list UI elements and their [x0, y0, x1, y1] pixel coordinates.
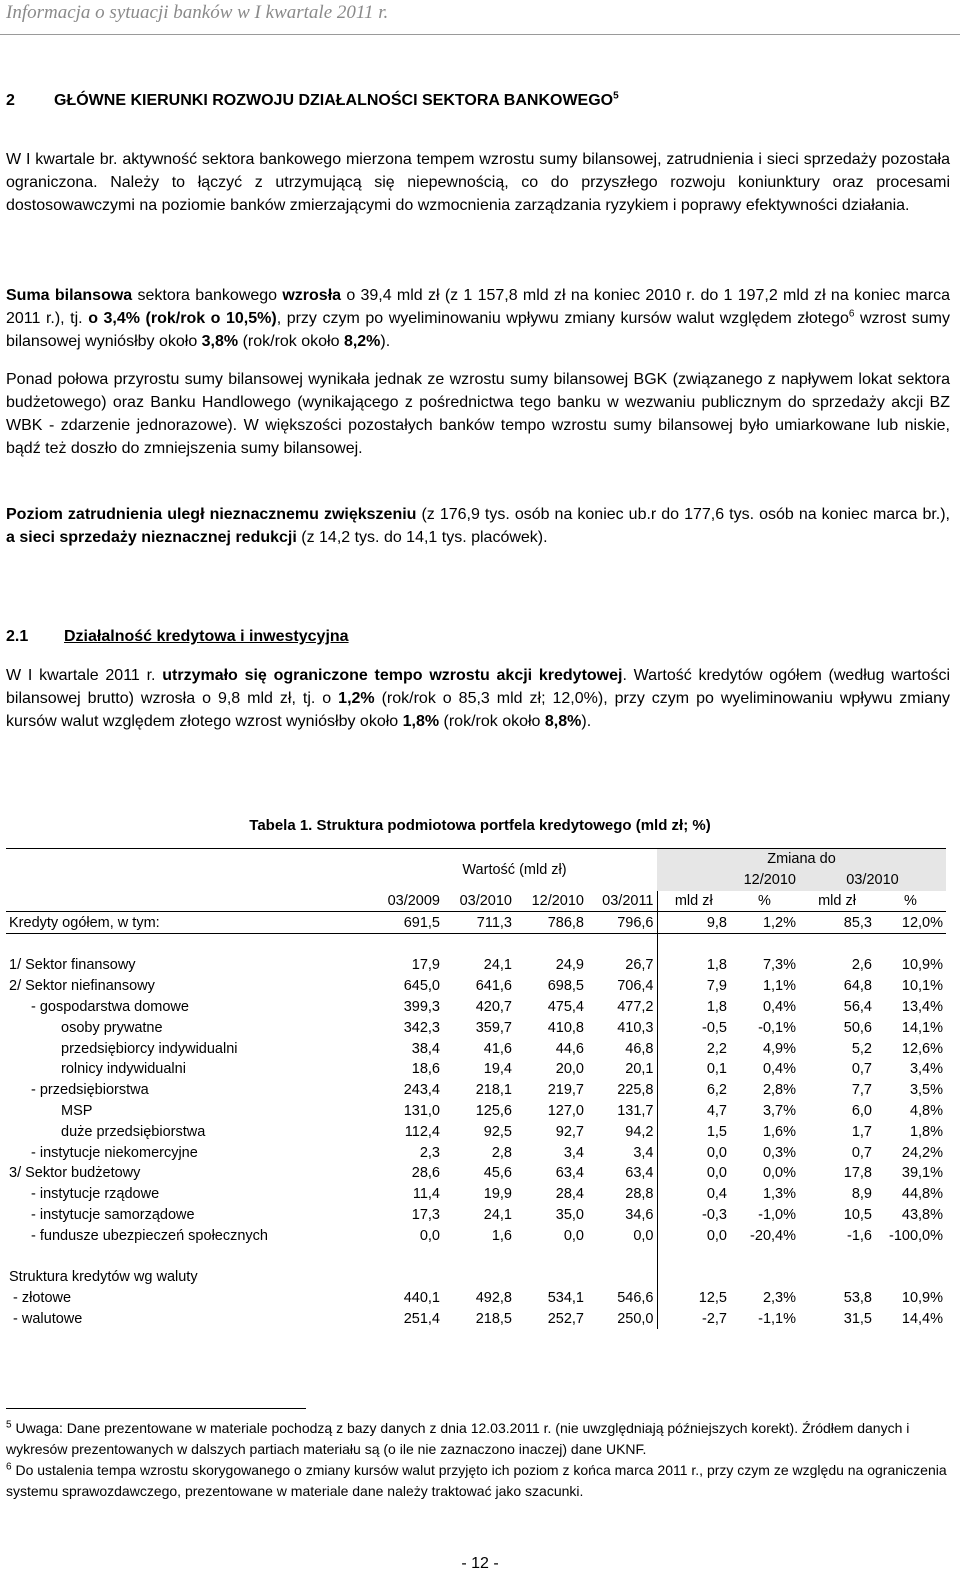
row-label: - instytucje niekomercyjne — [31, 1144, 198, 1161]
table-cell: 641,6 — [475, 978, 512, 995]
table-cell: 2,2 — [706, 1040, 727, 1057]
section-number: 2 — [6, 92, 15, 109]
table-cell: 691,5 — [372, 912, 443, 934]
table-cell: 50,6 — [843, 1019, 872, 1036]
text: W I kwartale 2011 r. — [6, 667, 163, 684]
table-cell: 53,8 — [843, 1290, 872, 1307]
table-cell: 0,0 — [706, 1165, 727, 1182]
table-cell — [799, 1246, 875, 1267]
table-row — [6, 1017, 946, 1038]
footnote-5 — [6, 1418, 950, 1460]
table-cell: 24,9 — [555, 957, 584, 974]
table-cell: 711,3 — [443, 912, 515, 934]
table-row — [6, 1309, 946, 1330]
table-cell: 14,1% — [901, 1019, 944, 1036]
footnote-ref-6[interactable]: 6 — [848, 308, 855, 320]
table-cell: -0,1% — [758, 1019, 796, 1036]
bold-text: 8,8% — [544, 713, 582, 730]
table-cell: 1,6% — [762, 1123, 796, 1140]
table-row — [6, 997, 946, 1018]
footnote-6 — [6, 1460, 950, 1502]
table-cell: 1,5 — [706, 1123, 727, 1140]
table-cell: 0,0 — [587, 1225, 657, 1246]
page-number: - 12 - — [461, 1555, 499, 1572]
table-cell — [730, 1246, 799, 1267]
table-caption: Tabela 1. Struktura podmiotowa portfela kredytowego (mld zł; %) — [249, 817, 711, 834]
col-header: % — [730, 891, 799, 912]
footnote-number: 5 — [6, 1419, 12, 1431]
row-label: - instytucje samorządowe — [31, 1206, 195, 1223]
text: sektora bankowego — [132, 287, 283, 304]
table-cell: 92,7 — [555, 1123, 584, 1140]
bold-text: a sieci sprzedaży nieznacznej redukcji — [6, 529, 297, 546]
col-header: 12/2010 — [515, 891, 587, 912]
table-cell: 7,7 — [851, 1082, 872, 1099]
row-label: Kredyty ogółem, w tym: — [6, 912, 372, 934]
table-cell: 698,5 — [547, 978, 584, 995]
table-cell: 7,3% — [762, 957, 796, 974]
table-cell: 31,5 — [843, 1310, 872, 1327]
table-cell: 3,5% — [909, 1082, 944, 1099]
table-cell: 0,4 — [706, 1186, 727, 1203]
table-cell: 2,3% — [762, 1290, 796, 1307]
table-cell — [515, 1267, 587, 1288]
table-cell: 3,4 — [563, 1144, 584, 1161]
col-header: mld zł — [799, 891, 875, 912]
row-label: - fundusze ubezpieczeń społecznych — [31, 1227, 268, 1244]
col-header: 03/2010 — [443, 891, 515, 912]
text: (rok/rok około — [238, 333, 344, 350]
table-cell: 4,8% — [909, 1102, 944, 1119]
table-row — [6, 912, 946, 934]
table-cell: 706,4 — [587, 976, 657, 997]
table-cell: 1,3% — [762, 1186, 796, 1203]
table-cell: 26,7 — [587, 955, 657, 976]
text: (z 176,9 tys. osób na koniec ub.r do 177,6 tys. osób na koniec marca br.), — [416, 506, 951, 523]
table-cell: 359,7 — [475, 1019, 512, 1036]
table-cell: -0,3 — [702, 1206, 727, 1223]
table-cell: 24,1 — [483, 957, 512, 974]
header-divider — [0, 34, 960, 35]
table-cell: 252,7 — [547, 1310, 584, 1327]
col-header: 03/2009 — [372, 891, 443, 912]
table-cell: 399,3 — [403, 998, 440, 1015]
table-cell: 3,7% — [762, 1102, 796, 1119]
table-row — [6, 955, 946, 976]
table-cell: -1,0% — [758, 1206, 796, 1223]
table-cell: 12,6% — [901, 1040, 944, 1057]
table-cell — [657, 1246, 730, 1267]
table-cell: -0,5 — [702, 1019, 727, 1036]
table-cell: 20,0 — [555, 1061, 584, 1078]
row-label: - gospodarstwa domowe — [31, 998, 189, 1015]
bold-text: 8,2% — [343, 333, 381, 350]
table-cell — [515, 1246, 587, 1267]
table-cell: 8,9 — [851, 1186, 872, 1203]
text: (z 14,2 tys. do 14,1 tys. placówek). — [296, 529, 548, 546]
footnote-text: Do ustalenia tempa wzrostu skorygowanego o zmiany kursów walut przyjęto ich poziom z końca marca 2011 r., przy czym ze względu na ograniczenia systemu sprawozdawczego, prezentowane w materiale dane należy traktować jako szacunki. — [6, 1462, 947, 1499]
paragraph-credit — [6, 664, 950, 733]
table-cell: 39,1% — [901, 1165, 944, 1182]
table-cell: 4,9% — [762, 1040, 796, 1057]
table-cell: 475,4 — [547, 998, 584, 1015]
table-cell: 10,1% — [901, 978, 944, 995]
table-row — [6, 976, 946, 997]
table-cell: 6,0 — [851, 1102, 872, 1119]
table-cell: 10,9% — [901, 1290, 944, 1307]
table-cell: 1,8% — [909, 1123, 944, 1140]
row-label: 3/ Sektor budżetowy — [9, 1165, 141, 1182]
table-row — [6, 1121, 946, 1142]
table-cell: 645,0 — [403, 978, 440, 995]
row-label: osoby prywatne — [61, 1019, 163, 1036]
table-cell: 1,7 — [851, 1123, 872, 1140]
table-row — [6, 1184, 946, 1205]
table-cell: 218,5 — [475, 1310, 512, 1327]
table-row — [6, 1288, 946, 1309]
row-label: 1/ Sektor finansowy — [9, 957, 136, 974]
row-label: - instytucje rządowe — [31, 1186, 160, 1203]
table-cell: 1,6 — [491, 1227, 512, 1244]
table-cell — [6, 1246, 372, 1267]
table-cell: 46,8 — [587, 1038, 657, 1059]
footnote-number: 6 — [6, 1461, 12, 1473]
period-header-12-2010: 12/2010 — [657, 870, 799, 891]
table-cell: 2,6 — [851, 957, 872, 974]
paragraph-employment — [6, 503, 950, 549]
table-cell: 28,8 — [587, 1184, 657, 1205]
bold-text: 1,8% — [402, 713, 440, 730]
value-group-header: Wartość (mld zł) — [372, 849, 657, 891]
table-cell: 20,1 — [587, 1059, 657, 1080]
table-cell: 0,0 — [706, 1227, 727, 1244]
period-header-03-2010: 03/2010 — [799, 870, 946, 891]
table-cell: 7,9 — [706, 978, 727, 995]
table-cell: 546,6 — [587, 1288, 657, 1309]
text: ). — [380, 333, 391, 350]
table-cell: 477,2 — [587, 997, 657, 1018]
bold-text: Poziom zatrudnienia uległ nieznacznemu zwiększeniu — [6, 506, 417, 523]
section-title-text: GŁÓWNE KIERUNKI ROZWOJU DZIAŁALNOŚCI SEKTORA BANKOWEGO — [54, 92, 614, 109]
table-cell: 251,4 — [403, 1310, 440, 1327]
table-cell — [587, 934, 657, 955]
bold-text: o 3,4% (rok/rok o 10,5%) — [88, 310, 277, 327]
table-cell: 13,4% — [901, 998, 944, 1015]
text: ). — [581, 713, 592, 730]
table-cell — [657, 934, 730, 955]
table-cell — [372, 934, 443, 955]
table-cell: 342,3 — [403, 1019, 440, 1036]
table-cell: 17,8 — [843, 1165, 872, 1182]
table-cell: 125,6 — [475, 1102, 512, 1119]
table-cell: 0,0 — [563, 1227, 584, 1244]
table-cell: 64,8 — [843, 978, 872, 995]
table-cell — [875, 934, 946, 955]
paragraph-activity: W I kwartale br. aktywność sektora bankowego mierzona tempem wzrostu sumy bilansowej, zatrudnienia i sieci sprzedaży pozostała ograniczona. Należy to łączyć z utrzymującą się niepewnością, co do przyszłego rozwoju koniunktury oraz procesami dostosowawczymi na poziomie banków zmierzającymi do wzmocnienia zarządzania ryzykiem i poprawy efektywności działania. — [6, 151, 950, 214]
table-cell: 94,2 — [587, 1121, 657, 1142]
table-cell: 28,4 — [555, 1186, 584, 1203]
table-cell: -100,0% — [889, 1227, 944, 1244]
text: . Wartość kredytów ogółem (według wartości bilansowej brutto) wzrosła o 9,8 mld zł, tj. o — [6, 667, 951, 707]
table-cell: 0,7 — [851, 1061, 872, 1078]
table-cell: 63,4 — [555, 1165, 584, 1182]
table-cell: 85,3 — [799, 912, 875, 934]
table-cell — [875, 1246, 946, 1267]
table-cell: 5,2 — [851, 1040, 872, 1057]
table-cell — [443, 934, 515, 955]
table-cell: 131,0 — [403, 1102, 440, 1119]
table-cell: 440,1 — [403, 1290, 440, 1307]
table-cell: 44,8% — [901, 1186, 944, 1203]
table-row — [6, 1080, 946, 1101]
table-cell: 0,7 — [851, 1144, 872, 1161]
table-cell: 9,8 — [657, 912, 730, 934]
row-label: rolnicy indywidualni — [61, 1061, 186, 1078]
table-cell: 796,6 — [587, 912, 657, 934]
table-row — [6, 1038, 946, 1059]
row-label: duże przedsiębiorstwa — [61, 1123, 206, 1140]
table-cell: 92,5 — [483, 1123, 512, 1140]
paragraph-balance-sheet — [6, 284, 950, 353]
change-group-header: Zmiana do — [657, 849, 946, 870]
table-cell: 41,6 — [483, 1040, 512, 1057]
table-cell: 3,4% — [909, 1061, 944, 1078]
table-cell: 14,4% — [901, 1310, 944, 1327]
table-cell: 410,3 — [587, 1017, 657, 1038]
table-cell — [799, 1267, 875, 1288]
table-cell — [515, 934, 587, 955]
subsection-title-text: Działalność kredytowa i inwestycyjna — [64, 628, 349, 645]
table-cell: 0,0 — [706, 1144, 727, 1161]
subsection-title — [6, 628, 349, 646]
table-row — [6, 1225, 946, 1246]
credit-portfolio-table — [6, 848, 946, 1329]
bold-text: wzrosła — [282, 287, 342, 304]
col-header: 03/2011 — [587, 891, 657, 912]
bold-text: 1,2% — [338, 690, 375, 707]
footnote-text: Uwaga: Dane prezentowane w materiale pochodzą z bazy danych z dnia 12.03.2011 r. (nie uwzględniają późniejszych korekt). Źródłem danych i wykresów prezentowanych w dalszych partiach materiału są (o ile nie zaznaczono inaczej) dane UKNF. — [6, 1420, 910, 1457]
table-cell: 492,8 — [475, 1290, 512, 1307]
table-header-blank — [6, 891, 372, 912]
table-row — [6, 1163, 946, 1184]
table-cell: 2,3 — [419, 1144, 440, 1161]
table-cell: 28,6 — [411, 1165, 440, 1182]
table-cell: 3,4 — [587, 1142, 657, 1163]
table-cell: 219,7 — [547, 1082, 584, 1099]
row-label: przedsiębiorcy indywidualni — [61, 1040, 238, 1057]
row-label: MSP — [61, 1102, 93, 1119]
table-cell — [730, 1267, 799, 1288]
table-cell — [799, 934, 875, 955]
table-cell: 0,4% — [762, 998, 796, 1015]
table-cell — [443, 1246, 515, 1267]
table-cell: -1,6 — [847, 1227, 872, 1244]
table-cell: 2,8 — [491, 1144, 512, 1161]
table-cell — [372, 1267, 443, 1288]
table-cell: 18,6 — [411, 1061, 440, 1078]
footnote-divider — [6, 1408, 306, 1409]
table-row — [6, 1205, 946, 1226]
paragraph-growth-sources: Ponad połowa przyrostu sumy bilansowej wynikała jednak ze wzrostu sumy bilansowej BGK (związanego z napływem lokat sektora budżetowego) oraz Banku Handlowego (wynikającego z pośrednictwa tego banku w wezwaniu publicznym do sprzedaży akcji BZ WBK - zdarzenie jednorazowe). W większości pozostałych banków tempo wzrostu sumy bilansowej było umiarkowane lub niskie, bądź też doszło do zmniejszenia sumy bilansowej. — [6, 371, 950, 457]
table-cell: 12,0% — [875, 912, 946, 934]
text: (rok/rok o 85,3 mld zł; 12,0%), przy czym po wyeliminowaniu wpływu zmiany kursów walut względem złotego wzrost wyniósłby około — [6, 690, 950, 730]
table-cell: 2,8% — [762, 1082, 796, 1099]
table-row — [6, 1101, 946, 1122]
table-cell: 127,0 — [547, 1102, 584, 1119]
table-cell — [875, 1267, 946, 1288]
table-cell: 34,6 — [587, 1205, 657, 1226]
page-header-title: Informacja o sytuacji banków w I kwartale 2011 r. — [6, 2, 389, 23]
table-cell: 0,1 — [706, 1061, 727, 1078]
table-cell: 11,4 — [412, 1186, 440, 1203]
table-cell: 0,0% — [762, 1165, 796, 1182]
table-header-blank — [6, 870, 372, 891]
table-cell: -2,7 — [702, 1310, 727, 1327]
row-label: 2/ Sektor niefinansowy — [9, 978, 155, 995]
table-cell — [6, 934, 372, 955]
table-cell: 410,8 — [547, 1019, 584, 1036]
section-title — [6, 92, 619, 110]
table-spacer-row — [6, 934, 946, 955]
table-cell: 17,9 — [411, 957, 440, 974]
bold-text: 3,8% — [201, 333, 239, 350]
table-cell: 534,1 — [547, 1290, 584, 1307]
table-cell: 43,8% — [901, 1206, 944, 1223]
table-cell: 63,4 — [587, 1163, 657, 1184]
table-row — [6, 1059, 946, 1080]
table-cell: 1,1% — [762, 978, 796, 995]
table-row — [6, 1142, 946, 1163]
table-cell: 420,7 — [475, 998, 512, 1015]
table-cell: 1,2% — [730, 912, 799, 934]
col-header: % — [875, 891, 946, 912]
table-cell — [657, 1267, 730, 1288]
table-cell: 38,4 — [411, 1040, 440, 1057]
footnote-ref-5[interactable]: 5 — [613, 90, 619, 102]
table-cell: 250,0 — [587, 1309, 657, 1330]
table-cell: 4,7 — [706, 1102, 727, 1119]
text: (rok/rok około — [439, 713, 545, 730]
table-cell: 786,8 — [515, 912, 587, 934]
table-cell: 0,0 — [419, 1227, 440, 1244]
subsection-number: 2.1 — [6, 628, 29, 645]
col-header: mld zł — [657, 891, 730, 912]
table-cell — [372, 1246, 443, 1267]
table-cell: 0,3% — [762, 1144, 796, 1161]
row-label: Struktura kredytów wg waluty — [9, 1269, 198, 1286]
table-cell: 19,9 — [483, 1186, 512, 1203]
table-cell — [730, 934, 799, 955]
table-cell — [587, 1267, 657, 1288]
table-cell — [443, 1267, 515, 1288]
text: wzrost sumy bilansowej wyniósłby około — [6, 310, 950, 350]
table-cell: 0,4% — [762, 1061, 796, 1078]
table-cell: 10,9% — [901, 957, 944, 974]
table-cell: 35,0 — [555, 1206, 584, 1223]
row-label: - walutowe — [9, 1310, 83, 1327]
table-cell: 131,7 — [587, 1101, 657, 1122]
table-cell: 17,3 — [411, 1206, 440, 1223]
table-cell: 225,8 — [587, 1080, 657, 1101]
bold-text: utrzymało się ograniczone tempo wzrostu akcji kredytowej — [162, 667, 623, 684]
table-cell: 56,4 — [843, 998, 872, 1015]
row-label: - złotowe — [9, 1290, 72, 1307]
table-cell: 24,2% — [901, 1144, 944, 1161]
text: , przy czym po wyeliminowaniu wpływu zmiany kursów walut względem złotego — [276, 310, 849, 327]
table-cell — [587, 1246, 657, 1267]
table-spacer-row — [6, 1246, 946, 1267]
text: o 39,4 mld zł (z 1 157,8 mld zł na koniec 2010 r. do 1 197,2 mld zł na koniec marca 2011 r.), tj. — [6, 287, 950, 327]
table-cell: 44,6 — [555, 1040, 584, 1057]
table-cell: 45,6 — [483, 1165, 512, 1182]
table-cell: 1,8 — [706, 998, 727, 1015]
table-cell: 24,1 — [483, 1206, 512, 1223]
table-cell: 1,8 — [706, 957, 727, 974]
table-header-blank — [6, 849, 372, 870]
table-cell: 12,5 — [698, 1290, 727, 1307]
table-row — [6, 1267, 946, 1288]
table-cell: 243,4 — [403, 1082, 440, 1099]
table-cell: -20,4% — [750, 1227, 796, 1244]
table-cell: 218,1 — [475, 1082, 512, 1099]
row-label: - przedsiębiorstwa — [31, 1082, 149, 1099]
table-cell: 112,4 — [404, 1123, 440, 1140]
table-cell: 6,2 — [706, 1082, 727, 1099]
bold-text: Suma bilansowa — [6, 287, 133, 304]
table-cell: -1,1% — [758, 1310, 796, 1327]
table-cell: 10,5 — [843, 1206, 872, 1223]
table-cell: 19,4 — [483, 1061, 512, 1078]
